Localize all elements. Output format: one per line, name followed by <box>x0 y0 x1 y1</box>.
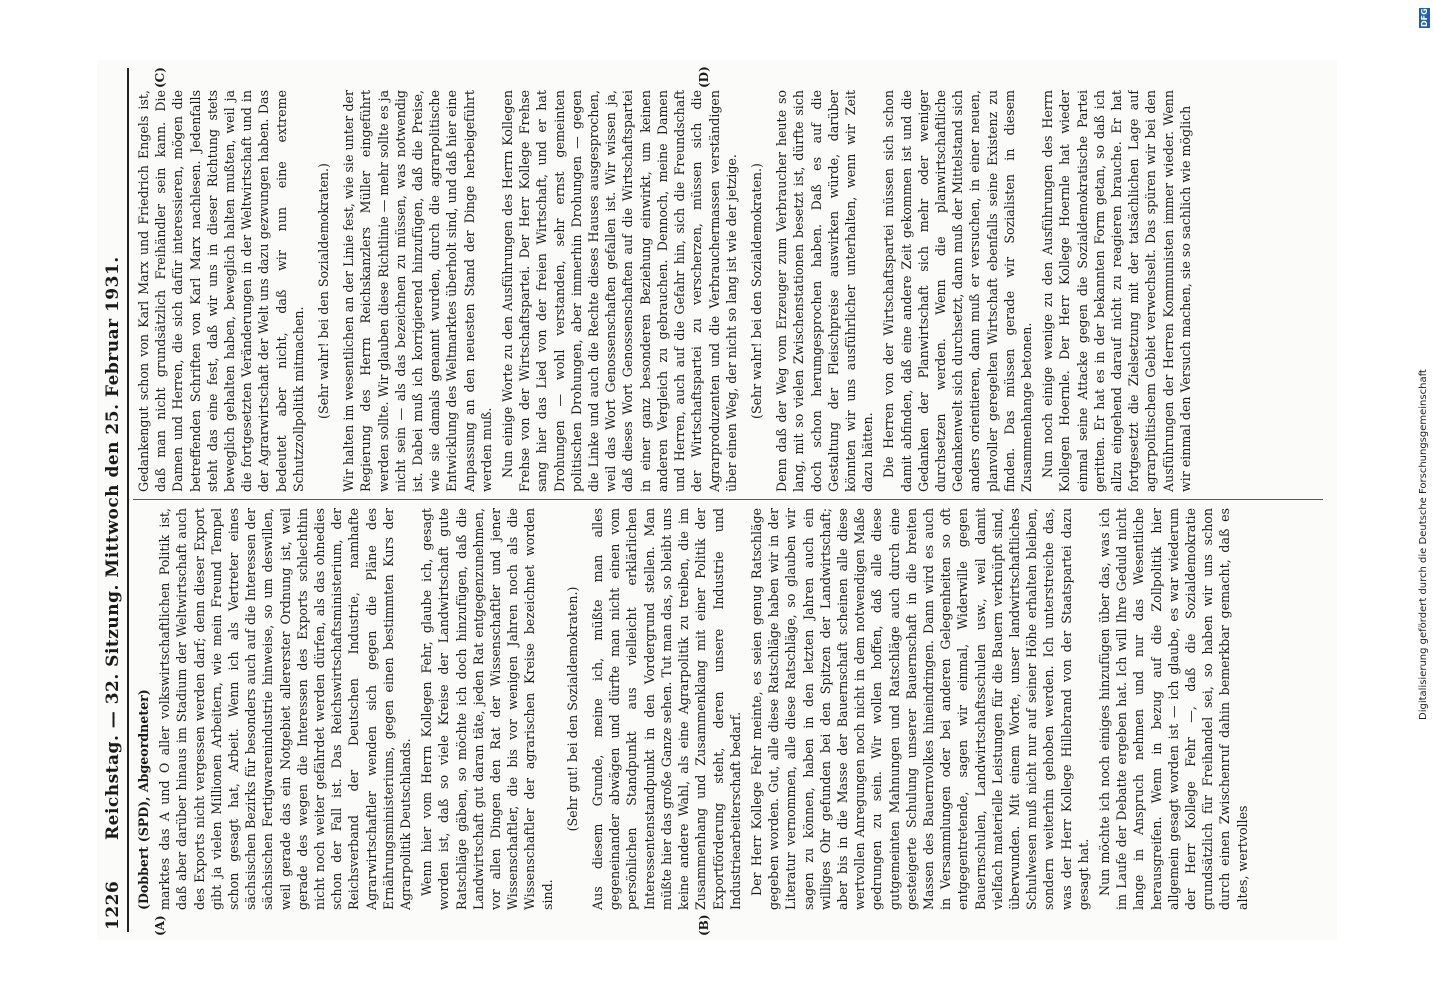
page-header <box>103 70 129 930</box>
speaker-line: (Dobbert (SPD), Abgeordneter) <box>136 689 151 910</box>
paragraph: Aus diesem Grunde, meine ich, müßte man alles gegeneinander abwägen und dürfte man nicht einen vom persönlichen Standpunkt aus vielleicht erklärlichen Interessentenstandpunkt in den Vordergrund stellen. Man müßte hier das große Ganze sehen. Tut man das, so bleibt uns keine andere Wahl, als eine Agrarpolitik zu treiben, die im Zusammenhang und Zusammenklang mit einer Politik der Exportförderung steht, deren unsere Industrie und Industriearbeiterschaft bedarf. <box>590 508 743 910</box>
interjection: (Sehr wahr! bei den Sozialdemokraten.) <box>316 163 332 419</box>
paragraph: Nun einige Worte zu den Ausführungen des Herrn Kollegen Frehse von der Wirtschaftspartei. Der Herr Kollege Frehse sang hier das Lied von der freien Wirtschaft, und er hat Drohungen — wohl verstanden, sehr ernst gemeinten politischen Drohungen, aber immerhin Drohungen — gegen die Linke und auch die Rechte dieses Hauses ausgesprochen, weil das Wort Genossenschaften gefallen ist. Wir wissen ja, daß dieses Wort Genossenschaften auf die Wirtschaftspartei in einer ganz besonderen Beziehung einwirkt, um keinen anderen Vergleich zu gebrauchen. Dennoch, meine Damen und Herren, auch auf die Gefahr hin, sich die Freundschaft der Wirtschaftspartei zu verscherzen, müssen sich die Agrarproduzenten und die Verbrauchermassen verständigen über einen Weg, der nicht so lang ist wie der jetzige. <box>500 90 739 492</box>
paragraph: Der Herr Kollege Fehr meinte, es seien genug Ratschläge gegeben worden. Gut, alle diese Ratschläge haben wir in der Literatur vernommen, alle diese Ratschläge, so glauben wir sagen zu können, haben in den letzten Jahren auch ein williges Ohr gefunden bei den Spitzen der Landwirtschaft; aber bis in die Masse der Bauernschaft scheinen alle diese wertvollen Anregungen noch nicht in dem notwendigen Maße gedrungen zu sein. Wir wollen hoffen, daß alle diese gutgemeinten Mahnungen und Ratschläge auch durch eine gesteigerte Schulung unserer Bauernschaft in die breiten Massen des Bauernvolkes hineindringen. Dann wird es auch in Versammlungen oder bei anderen Gelegenheiten so oft entgegentretende, sagen wir einmal, Widerwille gegen Bauernschulen, Landwirtschaftsschulen usw., weil damit vielfach materielle Leistungen für die Bauern verknüpft sind, überwunden. Mit einem Worte, unser landwirtschaftliches Schulwesen muß nicht nur auf seiner Höhe erhalten bleiben, sondern weiterhin gehoben werden. Ich unterstreiche das, was der Herr Kollege Hillebrand von der Staatspartei dazu gesagt hat. <box>748 508 1091 910</box>
paragraph: Die Herren von der Wirtschaftspartei müssen sich schon damit abfinden, daß eine andere Zeit gekommen ist und die Gedanken der Planwirtschaft sich mehr oder weniger durchsetzen werden. Wenn die planwirtschaftliche Gedankenwelt sich durchsetzt, dann muß der Mittelstand sich anders orientieren, dann muß er versuchen, in einer neuen, planvoller geregelten Wirtschaft ebenfalls seine Existenz zu finden. Das müssen gerade wir Sozialisten in diesem Zusammenhange betonen. <box>881 90 1034 492</box>
digitization-credit <box>1418 30 1430 720</box>
paragraph: marktes das A und O aller volkswirtschaftlichen Politik ist, daß aber darüber hinaus im Stadium der Weltwirtschaft auch des Exports nicht vergessen werden darf; denn dieser Export gibt ja vielen Millionen Arbeitern, wie mein Freund Tempel schon gesagt hat, Arbeit. Wenn ich als Vertreter eines sächsischen Bezirks für besonders auch auf die Interessen der sächsischen Fertigwarenindustrie hinweise, so um deswillen, weil gerade das ein Notgebiet allererster Ordnung ist, weil gerade des wegen die Interessen des Exports schlechthin nicht noch weiter gefährdet werden dürfen, als das ohnedies schon der Fall ist. Das Reichswirtschaftsministerium, der Reichsverband der Deutschen Industrie, namhafte Agrarwirtschaftler wenden sich gegen die Pläne des Ernährungsministeriums, gegen einen bestimmten Kurs der Agrarpolitik Deutschlands. <box>157 508 414 910</box>
dfg-logo <box>1419 8 1430 28</box>
margin-mark-b: (B) <box>697 914 711 936</box>
margin-mark-d: (D) <box>697 66 711 88</box>
interjection: (Sehr gut! bei den Sozialdemokraten.) <box>564 586 580 832</box>
header-rule <box>127 68 129 932</box>
right-column <box>135 90 1325 492</box>
left-column <box>135 508 1325 910</box>
interjection: (Sehr wahr! bei den Sozialdemokraten.) <box>748 163 764 419</box>
paragraph: Wenn hier vom Herrn Kollegen Fehr, glaube ich, gesagt worden ist, daß so viele Kreise der Landwirtschaft gute Ratschläge gäben, so möchte ich doch hinzufügen, daß die Landwirtschaft gut daran täte, jeden Rat entgegenzunehmen, vor allen Dingen den Rat der Wissenschaftler und jener Wissenschaftler, die bis vor wenigen Jahren noch als die Wissenschaftler der agrarischen Kreise bezeichnet worden sind. <box>419 508 555 910</box>
paragraph: Denn daß der Weg vom Erzeuger zum Verbraucher heute so lang, mit so vielen Zwischenstationen besetzt ist, dürfte sich doch schon herumgesprochen haben. Daß es auf die Gestaltung der Fleischpreise auswirken würde, darüber könnten wir uns ausführlicher unterhalten, wenn wir Zeit dazu hätten. <box>774 90 876 492</box>
paragraph: Nun möchte ich noch einiges hinzufügen über das, was ich im Laufe der Debatte ergeben hat. Ich will Ihre Geduld nicht lange in Anspruch nehmen und nur das Wesentliche herausgreifen. Wenn in bezug auf die Zollpolitik hier allgemein gesagt worden ist — ich glaube, es war wiederum der Herr Kollege Fehr —, daß die Sozialdemokratie grundsätzlich für Freihandel sei, so haben wir uns schon durch einen Zwischenruf dahin bemerkbar gemacht, daß es altes, wertvolles <box>1096 508 1250 910</box>
paragraph: Gedankengut schon von Karl Marx und Friedrich Engels ist, daß man nicht grundsätzlich Freihändler sein kann. Die Damen und Herren, die sich dafür interessieren, mögen die betreffenden Schriften von Karl Marx nachlesen. Jedenfalls steht das eine fest, daß wir uns in dieser Richtung stets beweglich gehalten haben, beweglich halten mußten, weil ja die fortgesetzten Veränderungen in der Weltwirtschaft und in der Agrarwirtschaft der Welt uns dazu gezwungen haben. Das bedeutet aber nicht, daß wir nun eine extreme Schutzzollpolitik mitmachen. <box>136 90 306 492</box>
paragraph: Wir halten im wesentlichen an der Linie fest, wie sie unter der Regierung des Herrn Reichskanzlers Müller eingeführt werden sollte. Wir glauben diese Richtlinie — mehr sollte es ja nicht sein — als das bezeichnen zu müssen, was notwendig ist. Dabei muß ich korrigierend hinzufügen, daß die Preise, wie sie damals genannt wurden, durch die agrarpolitische Entwicklung des Weltmarktes überholt sind, und daß hier eine Anpassung an den neuesten Stand der Dinge herbeigeführt werden muß. <box>341 90 494 492</box>
digitization-credit-text: Digitalisierung gefördert durch die Deutsche Forschungsgemeinschaft <box>1418 369 1429 720</box>
rotated-page-content <box>97 60 1337 940</box>
dfg-logo-text: DFG <box>1420 8 1429 27</box>
column-divider <box>133 499 1323 500</box>
margin-mark-a: (A) <box>153 915 167 936</box>
running-title: Reichstag. — 32. Sitzung. Mittwoch den 25. Februar 1931. <box>103 256 123 840</box>
paragraph: Nun noch einige wenige zu den Ausführungen des Herrn Kollegen Hoernle. Der Herr Kollege Hoernle hat wieder einmal seine Attacke gegen die Sozialdemokratische Partei geritten. Er hat es in der bekannten Form getan, so daß ich allzu eingehend darauf nicht zu reagieren brauche. Er hat fortgesetzt die Zielsetzung mit der tatsächlichen Lage auf agrarpolitischem Gebiet verwechselt. Das spüren wir bei den Ausführungen der Herren Kommunisten immer wieder. Wenn wir einmal den Versuch machen, sie so sachlich wie möglich <box>1040 90 1193 492</box>
margin-mark-c: (C) <box>153 67 167 88</box>
page-number: 1226 <box>103 880 123 930</box>
